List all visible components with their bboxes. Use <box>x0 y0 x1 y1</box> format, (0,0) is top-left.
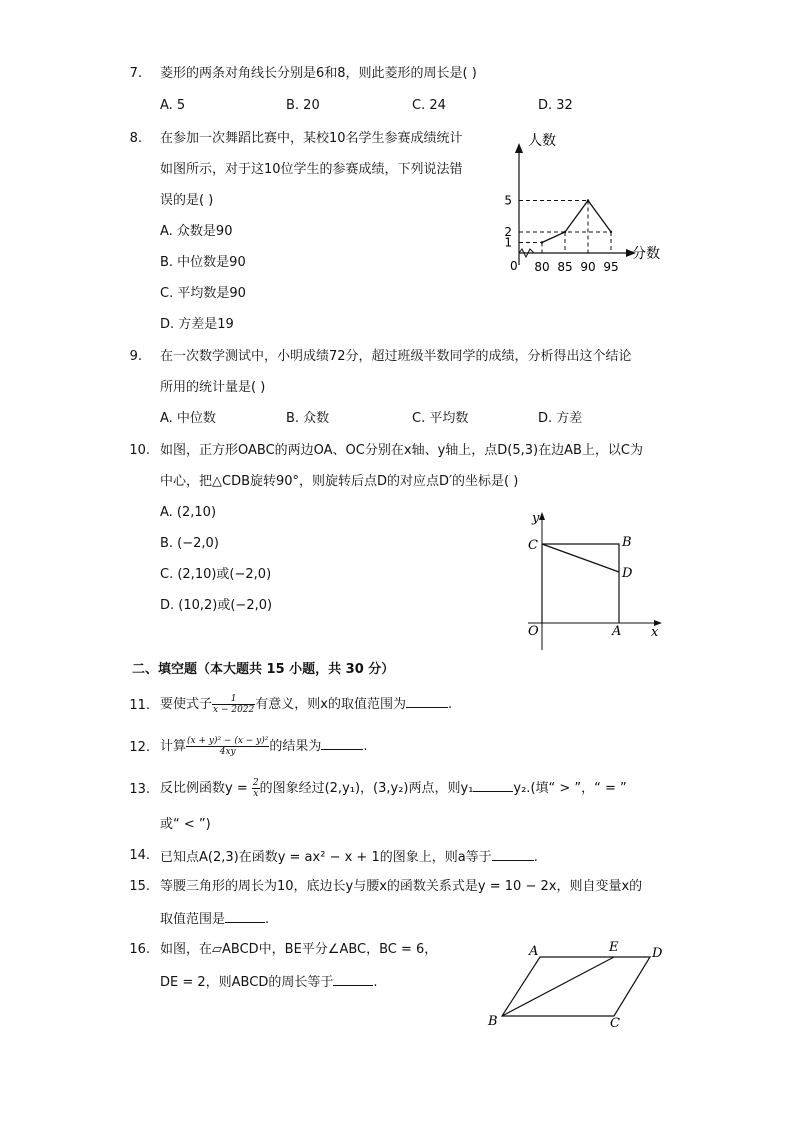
q15-answer-blank[interactable] <box>225 910 265 923</box>
q11-stem <box>160 690 452 720</box>
parallelogram-abcd <box>502 957 650 1016</box>
data-point-85 <box>564 231 566 233</box>
q13-stem-line1 <box>160 774 627 804</box>
q14-stem <box>160 848 538 866</box>
q15-line2-text: 取值范围是 <box>160 912 226 927</box>
fig10-label-o: O <box>528 624 539 639</box>
q10-number: 10. <box>129 443 150 458</box>
q8-stem-line1: 在参加一次舞蹈比赛中，某校10名学生参赛成绩统计 <box>160 131 463 146</box>
fig10-label-x: x <box>651 625 659 640</box>
q12-pre: 计算 <box>160 739 187 754</box>
q14-text: 已知点A(2,3)在函数y = ax² − x + 1的图象上，则a等于 <box>160 850 492 865</box>
segment-be <box>502 957 614 1016</box>
q10-stem-line1: 如图，正方形OABC的两边OA、OC分别在x轴、y轴上，点D(5,3)在边AB上，以C为 <box>160 443 643 458</box>
q15-stem-line2 <box>160 910 269 928</box>
q8-option-b[interactable]: B. 中位数是90 <box>160 255 246 270</box>
q9-stem-line1: 在一次数学测试中，小明成绩72分，超过班级半数同学的成绩，分析得出这个结论 <box>160 349 632 364</box>
data-point-80 <box>541 241 543 243</box>
q16-stem-line2 <box>160 973 377 991</box>
q7-option-c[interactable]: C. 24 <box>412 98 446 113</box>
x-tick-95: 95 <box>603 260 619 274</box>
square-oabc-figure <box>520 508 670 653</box>
x-axis-label: 分数 <box>632 246 660 262</box>
q13-frac-den: x <box>253 789 259 799</box>
fig10-label-c: C <box>528 538 538 553</box>
fig16-label-d: D <box>652 946 663 961</box>
y-axis-label: 人数 <box>528 133 556 149</box>
q11-frac-den: x − 2022 <box>213 705 255 715</box>
q11-fraction <box>212 694 255 715</box>
q9-option-d[interactable]: D. 方差 <box>538 411 583 426</box>
data-point-90 <box>587 199 589 201</box>
q9-option-c[interactable]: C. 平均数 <box>412 411 469 426</box>
q12-frac-den: 4xy <box>219 747 236 757</box>
q14-end: . <box>533 850 538 865</box>
q8-option-c[interactable]: C. 平均数是90 <box>160 286 246 301</box>
q13-stem-line2: 或“ < ”) <box>160 817 211 832</box>
q10-option-c[interactable]: C. (2,10)或(−2,0) <box>160 567 272 582</box>
q16-stem-line1: 如图，在▱ABCD中，BE平分∠ABC，BC = 6， <box>160 942 438 957</box>
fig10-label-a: A <box>612 624 622 639</box>
q7-option-a[interactable]: A. 5 <box>160 98 186 113</box>
q10-stem-line2: 中心，把△CDB旋转90°，则旋转后点D的对应点D′的坐标是( ) <box>160 474 519 489</box>
fig10-label-b: B <box>622 535 632 550</box>
q14-answer-blank[interactable] <box>492 848 534 861</box>
q16-answer-blank[interactable] <box>333 973 373 986</box>
q8-option-d[interactable]: D. 方差是19 <box>160 317 234 332</box>
q13-frac-num: 2 <box>252 778 259 788</box>
q13-mid2: y₂.(填“ > ”，“ = ” <box>513 781 627 796</box>
q15-end: . <box>265 912 270 927</box>
q12-fraction <box>186 736 269 757</box>
fig10-y-arrow <box>539 512 545 520</box>
segment-cd <box>542 544 619 572</box>
q13-answer-blank[interactable] <box>473 779 513 792</box>
q10-option-d[interactable]: D. (10,2)或(−2,0) <box>160 598 273 613</box>
q10-option-b[interactable]: B. (−2,0) <box>160 536 219 551</box>
q16-end: . <box>373 975 378 990</box>
q8-option-a[interactable]: A. 众数是90 <box>160 224 233 239</box>
q12-stem <box>160 732 368 762</box>
q9-number: 9. <box>129 349 142 364</box>
q12-frac-num: (x + y)² − (x − y)² <box>187 736 269 746</box>
q7-stem: 菱形的两条对角线长分别是6和8，则此菱形的周长是( ) <box>160 66 477 81</box>
q11-number: 11. <box>129 698 150 713</box>
y-tick-5: 5 <box>504 193 512 208</box>
origin-label: 0 <box>510 259 518 273</box>
fig10-label-d: D <box>622 566 633 581</box>
q9-stem-line2: 所用的统计量是( ) <box>160 380 266 395</box>
q8-number: 8. <box>129 131 142 146</box>
q11-pre: 要使式子 <box>160 697 213 712</box>
q15-stem-line1: 等腰三角形的周长为10，底边长y与腰x的函数关系式是y = 10 − 2x，则自变量x的 <box>160 879 643 894</box>
y-axis-arrow <box>515 143 523 153</box>
q7-option-d[interactable]: D. 32 <box>538 98 573 113</box>
q11-frac-num: 1 <box>212 694 255 705</box>
q13-mid1: 的图象经过(2,y₁)，(3,y₂)两点，则y₁ <box>259 781 474 796</box>
fig16-label-b: B <box>488 1014 498 1029</box>
data-point-95 <box>610 231 612 233</box>
q11-post: 有意义，则x的取值范围为 <box>255 697 406 712</box>
q12-number: 12. <box>129 740 150 755</box>
q10-option-a[interactable]: A. (2,10) <box>160 505 217 520</box>
section-2-heading: 二、填空题（本大题共 15 小题，共 30 分） <box>132 662 395 677</box>
x-tick-80: 80 <box>534 260 550 274</box>
square-oabc <box>542 544 619 623</box>
y-tick-2: 2 <box>504 225 512 239</box>
q12-end: . <box>363 739 368 754</box>
parallelogram-abcd-figure <box>486 940 676 1030</box>
q9-option-b[interactable]: B. 众数 <box>286 411 330 426</box>
x-tick-90: 90 <box>580 260 596 274</box>
y-tick-1: 1 <box>504 235 512 250</box>
x-tick-85: 85 <box>557 260 573 274</box>
q13-fraction <box>252 778 260 799</box>
q16-number: 16. <box>129 942 150 957</box>
q12-post: 的结果为 <box>269 739 322 754</box>
fig16-label-e: E <box>609 940 619 955</box>
fig16-label-c: C <box>610 1016 620 1031</box>
q11-end: . <box>447 697 453 712</box>
fig16-label-a: A <box>529 944 539 959</box>
q16-line2-text: DE = 2，则ABCD的周长等于 <box>160 975 334 990</box>
q13-pre: 反比例函数y = <box>160 781 252 796</box>
series-line <box>542 201 611 243</box>
score-distribution-chart <box>500 125 670 280</box>
fig10-label-y: y <box>532 511 540 526</box>
q15-number: 15. <box>129 879 150 894</box>
q7-option-b[interactable]: B. 20 <box>286 98 320 113</box>
q7-number: 7. <box>129 66 142 81</box>
q12-answer-blank[interactable] <box>321 737 363 750</box>
q14-number: 14. <box>129 848 150 863</box>
q9-option-a[interactable]: A. 中位数 <box>160 411 216 426</box>
q8-stem-line2: 如图所示，对于这10位学生的参赛成绩，下列说法错 <box>160 162 463 177</box>
q11-answer-blank[interactable] <box>406 695 448 708</box>
q13-number: 13. <box>129 782 150 797</box>
q8-stem-line3: 误的是( ) <box>160 193 214 208</box>
